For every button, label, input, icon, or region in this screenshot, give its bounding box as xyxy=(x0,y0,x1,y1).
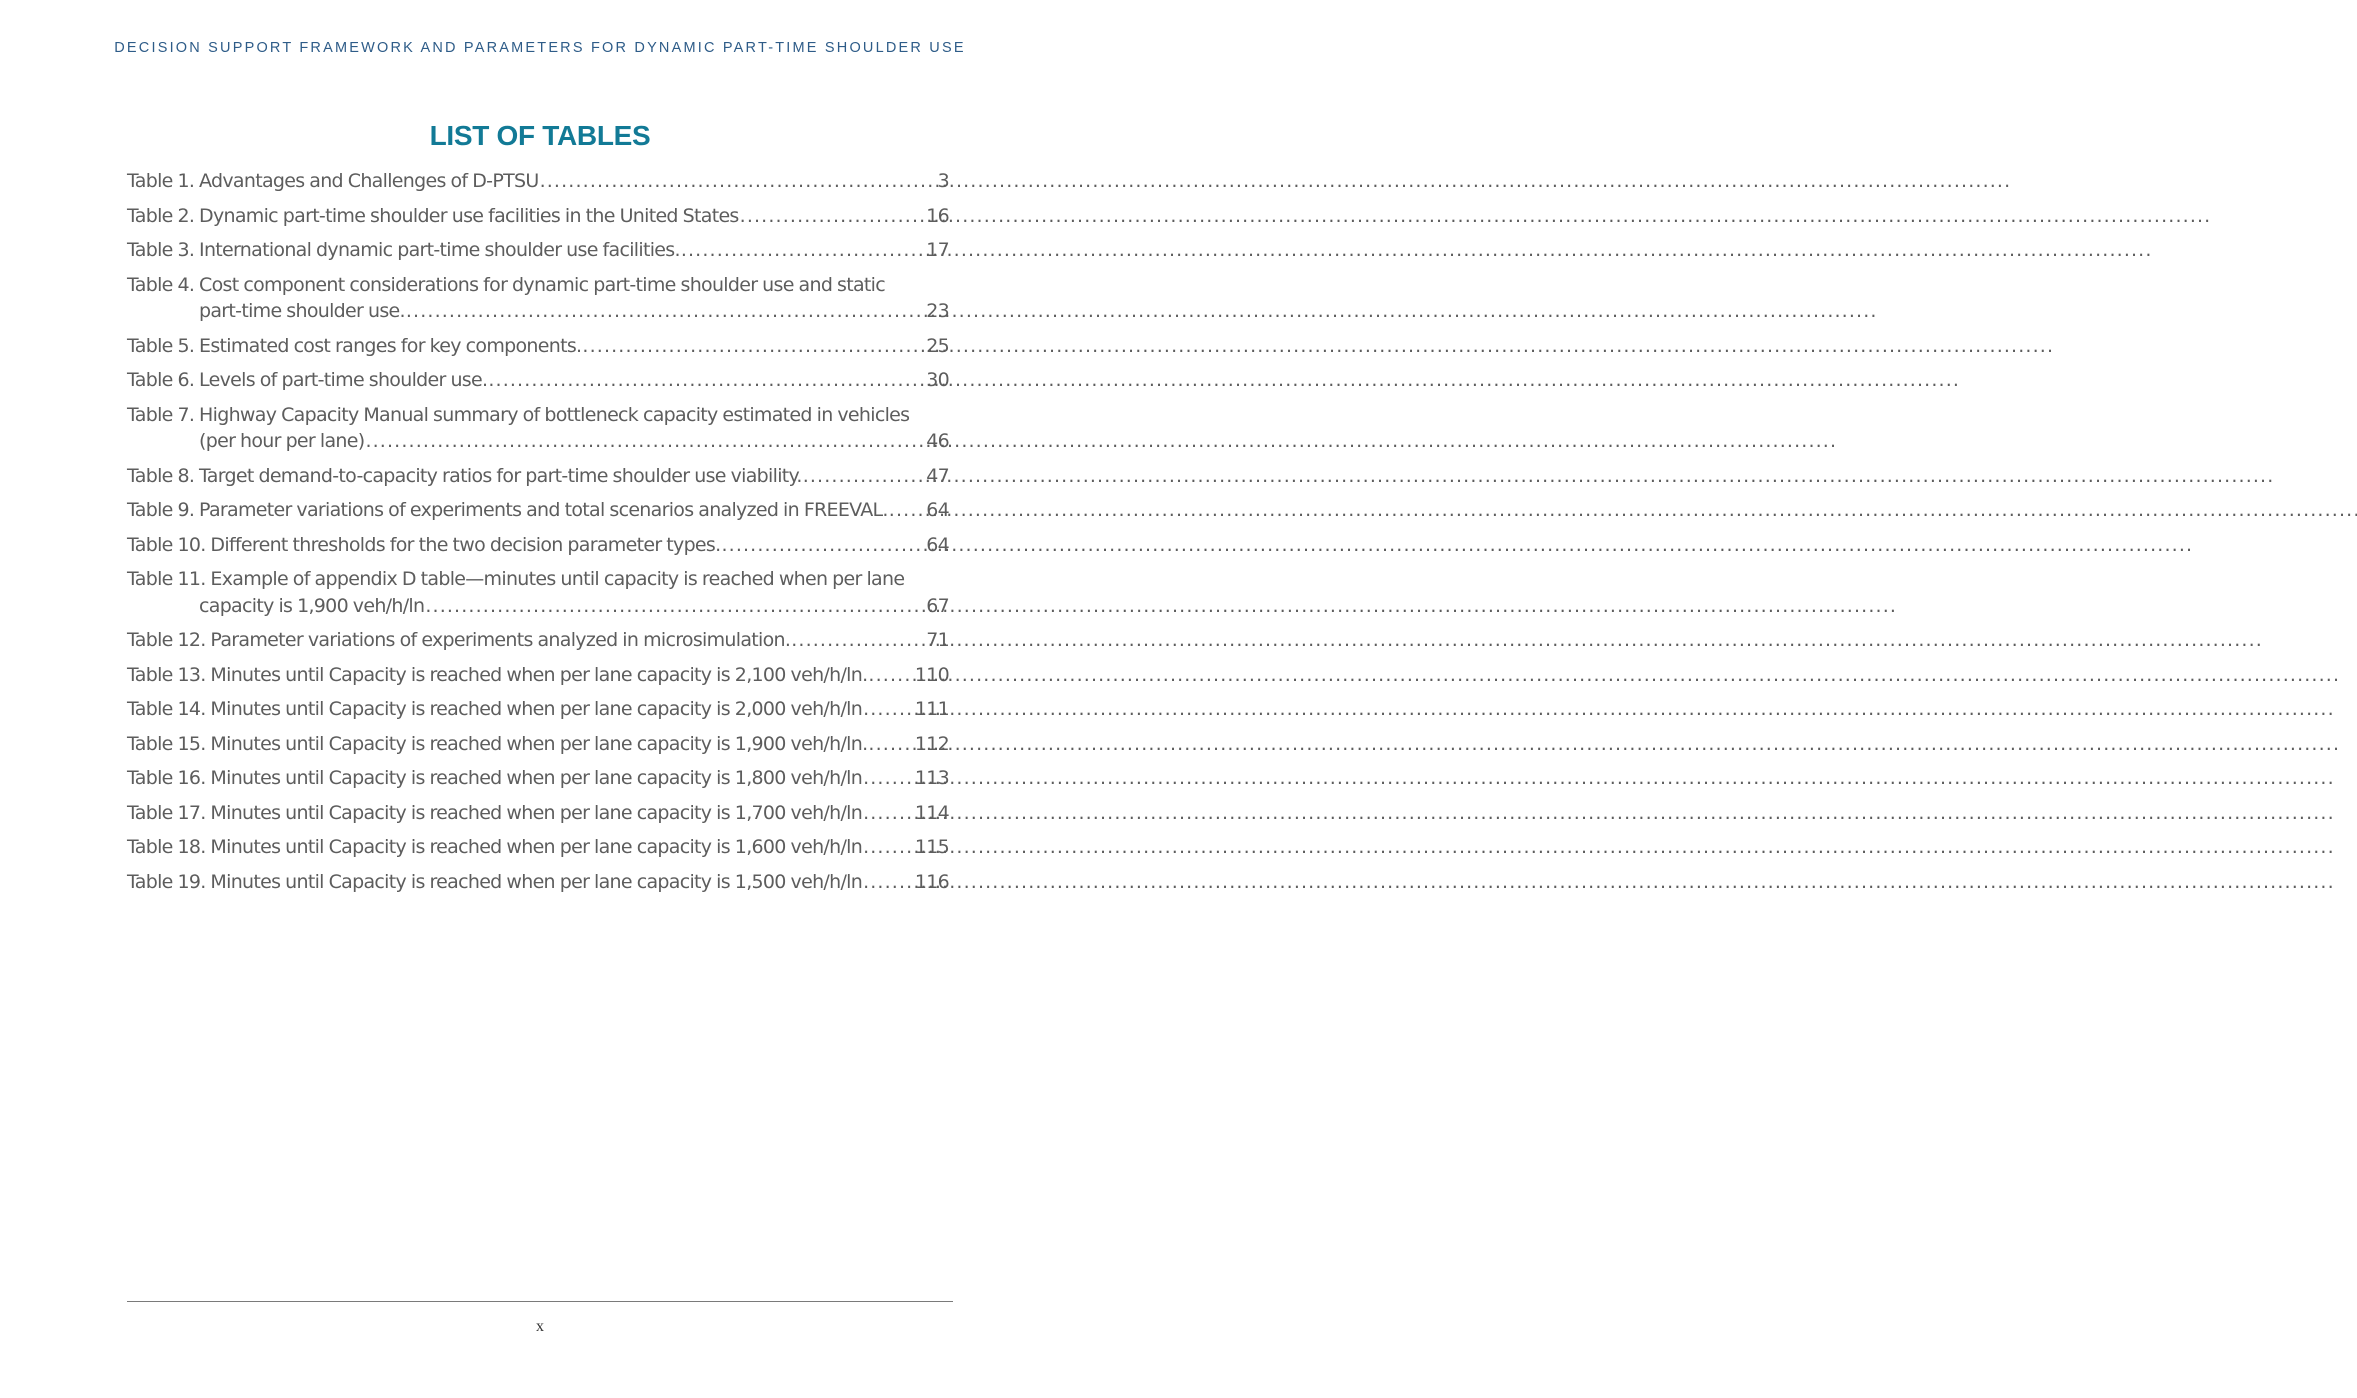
dot-leader xyxy=(863,869,914,896)
toc-entry-line xyxy=(127,869,949,896)
toc-entry[interactable] xyxy=(127,834,949,861)
toc-entry-title: Table 16. Minutes until Capacity is reached when per lane capacity is 1,800 veh/h/ln xyxy=(127,767,863,789)
toc-entry-page-number: 112 xyxy=(914,732,949,755)
toc-entry-title: Table 14. Minutes until Capacity is reached when per lane capacity is 2,000 veh/h/ln xyxy=(127,698,863,720)
toc-entry-line xyxy=(127,532,949,559)
toc-entry-page-number: 111 xyxy=(914,698,949,720)
toc-entry-page-number: 67 xyxy=(926,594,949,617)
toc-entry[interactable] xyxy=(127,168,949,195)
toc-entry-page-number: 71 xyxy=(926,629,949,651)
toc-entry-page-number: 110 xyxy=(914,663,949,686)
toc-entry-line xyxy=(127,237,949,264)
toc-entry[interactable] xyxy=(127,402,949,455)
toc-entry-title: part-time shoulder use. xyxy=(199,300,405,322)
toc-entry[interactable] xyxy=(127,272,949,325)
toc-entry[interactable] xyxy=(127,869,949,896)
toc-entry-line xyxy=(127,800,949,827)
toc-entry-title: Table 15. Minutes until Capacity is reached when per lane capacity is 1,900 veh/h/ln. xyxy=(127,732,868,755)
toc-entry[interactable] xyxy=(127,532,949,559)
toc-entry[interactable] xyxy=(127,765,949,792)
toc-entry-continuation xyxy=(127,593,949,620)
toc-entry-line xyxy=(127,203,949,230)
toc-entry[interactable] xyxy=(127,566,949,619)
toc-entry-page-number: 17 xyxy=(926,239,949,261)
toc-entry-page-number: 116 xyxy=(914,870,949,893)
toc-entry-page-number: 23 xyxy=(926,300,949,322)
toc-entry-page-number: 115 xyxy=(914,836,949,858)
toc-entry-line xyxy=(127,402,949,429)
footer-divider xyxy=(127,1301,953,1302)
toc-entry-line xyxy=(127,627,949,654)
toc-entry-title: Table 3. International dynamic part-time shoulder use facilities. xyxy=(127,239,680,261)
toc-entry-continuation xyxy=(127,428,949,455)
toc-entry-line xyxy=(127,834,949,861)
toc-entry-line xyxy=(127,367,949,394)
dot-leader xyxy=(868,731,913,758)
toc-entry-title: capacity is 1,900 veh/h/ln xyxy=(199,594,425,617)
dot-leader xyxy=(721,532,925,559)
toc-entry-line xyxy=(127,731,949,758)
toc-entry-title: Table 18. Minutes until Capacity is reached when per lane capacity is 1,600 veh/h/ln xyxy=(127,836,863,858)
toc-entry-title: Table 17. Minutes until Capacity is reached when per lane capacity is 1,700 veh/h/ln xyxy=(127,801,863,824)
dot-leader xyxy=(863,834,914,861)
toc-entry[interactable] xyxy=(127,367,949,394)
toc-entry-page-number: 46 xyxy=(926,430,949,452)
dot-leader xyxy=(540,168,937,195)
toc-entry-page-number: 30 xyxy=(926,369,949,391)
toc-entry[interactable] xyxy=(127,662,949,689)
toc-entry-title: Table 7. Highway Capacity Manual summary of bottleneck capacity estimated in vehicles xyxy=(127,403,910,426)
toc-entry-title: Table 13. Minutes until Capacity is reached when per lane capacity is 2,100 veh/h/ln. xyxy=(127,663,868,686)
dot-leader xyxy=(425,593,925,620)
toc-entry-line xyxy=(127,272,949,299)
toc-entry-line xyxy=(127,662,949,689)
toc-entry-title: Table 5. Estimated cost ranges for key components. xyxy=(127,334,582,357)
toc-entry-page-number: 64 xyxy=(926,533,949,556)
toc-entry-page-number: 113 xyxy=(914,767,949,789)
toc-entry-line xyxy=(127,497,949,524)
dot-leader xyxy=(582,333,925,360)
toc-entry-page-number: 25 xyxy=(926,334,949,357)
toc-entry-line xyxy=(127,765,949,792)
toc-entry-title: Table 9. Parameter variations of experiments and total scenarios analyzed in FREEVAL. xyxy=(127,499,888,521)
toc-entry-title: (per hour per lane) xyxy=(199,430,365,452)
dot-leader xyxy=(681,237,925,264)
toc-entry-line xyxy=(127,463,949,490)
list-of-tables xyxy=(127,168,949,903)
toc-entry-line xyxy=(127,333,949,360)
toc-entry-line xyxy=(127,168,949,195)
toc-entry-title: Table 6. Levels of part-time shoulder use. xyxy=(127,369,488,391)
toc-entry-continuation xyxy=(127,298,949,325)
toc-entry[interactable] xyxy=(127,497,949,524)
toc-entry-title: Table 2. Dynamic part-time shoulder use facilities in the United States xyxy=(127,204,739,227)
toc-entry[interactable] xyxy=(127,237,949,264)
dot-leader xyxy=(863,765,914,792)
dot-leader xyxy=(488,367,925,394)
toc-entry-page-number: 16 xyxy=(926,204,949,227)
toc-entry[interactable] xyxy=(127,627,949,654)
dot-leader xyxy=(406,298,925,325)
toc-entry-page-number: 3 xyxy=(937,170,949,192)
toc-entry[interactable] xyxy=(127,203,949,230)
toc-entry-page-number: 47 xyxy=(926,464,949,487)
toc-entry[interactable] xyxy=(127,333,949,360)
toc-entry[interactable] xyxy=(127,800,949,827)
toc-entry-page-number: 64 xyxy=(926,499,949,521)
page-title: LIST OF TABLES xyxy=(429,120,651,151)
dot-leader xyxy=(889,497,925,524)
toc-entry-title: Table 19. Minutes until Capacity is reached when per lane capacity is 1,500 veh/h/ln xyxy=(127,870,863,893)
toc-entry-title: Table 4. Cost component considerations for dynamic part-time shoulder use and static xyxy=(127,273,885,296)
toc-entry-page-number: 114 xyxy=(914,801,949,824)
dot-leader xyxy=(365,428,925,455)
dot-leader xyxy=(868,662,913,689)
dot-leader xyxy=(803,463,926,490)
dot-leader xyxy=(863,800,914,827)
page-number: x xyxy=(536,1318,544,1335)
dot-leader xyxy=(791,627,925,654)
toc-entry-title: Table 1. Advantages and Challenges of D-PTSU xyxy=(127,170,539,192)
toc-entry-line xyxy=(127,696,949,723)
running-header: DECISION SUPPORT FRAMEWORK AND PARAMETERS FOR DYNAMIC PART-TIME SHOULDER USE xyxy=(114,40,966,56)
dot-leader xyxy=(740,203,926,230)
toc-entry-title: Table 11. Example of appendix D table—minutes until capacity is reached when per lane xyxy=(127,568,905,590)
toc-entry-title: Table 12. Parameter variations of experiments analyzed in microsimulation. xyxy=(127,629,791,651)
toc-entry[interactable] xyxy=(127,463,949,490)
toc-entry-title: Table 8. Target demand-to-capacity ratios for part-time shoulder use viability. xyxy=(127,464,802,487)
toc-entry-title: Table 10. Different thresholds for the two decision parameter types. xyxy=(127,533,721,556)
toc-entry[interactable] xyxy=(127,731,949,758)
toc-entry-line xyxy=(127,566,949,593)
dot-leader xyxy=(863,696,914,723)
toc-entry[interactable] xyxy=(127,696,949,723)
